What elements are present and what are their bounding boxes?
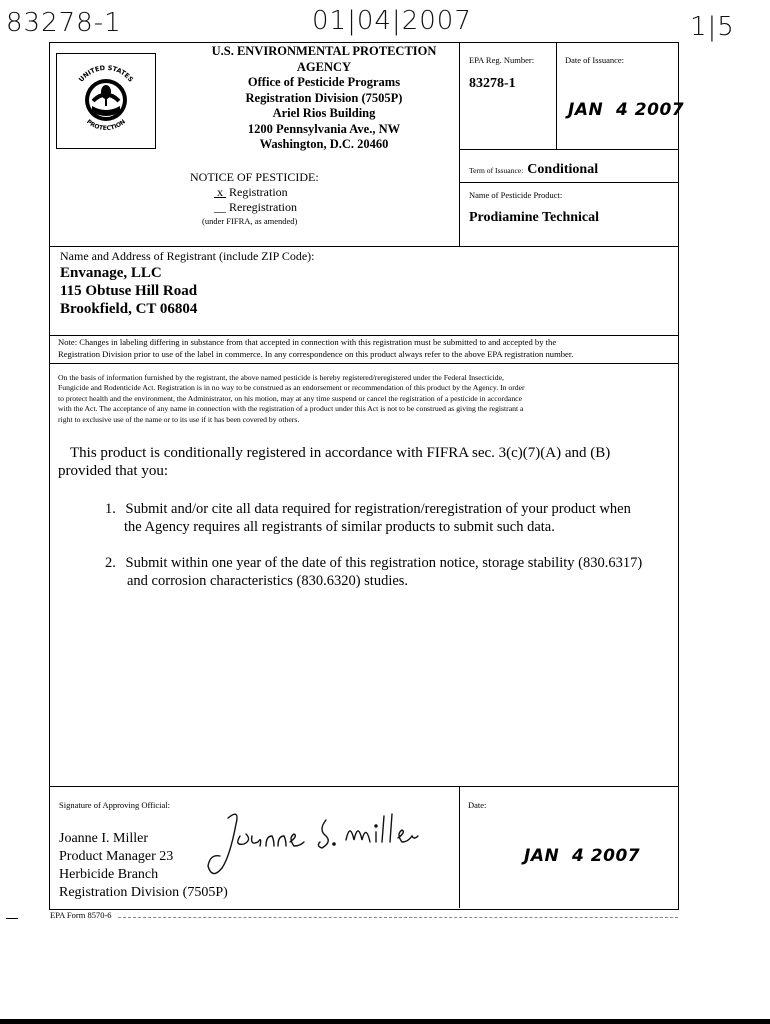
term-top-line — [459, 149, 678, 150]
item2-number: 2. — [105, 555, 116, 571]
signatory-name: Joanne I. Miller — [59, 831, 149, 846]
form-number: EPA Form 8570-6 — [50, 910, 112, 920]
handwritten-file-number: 83278-1 — [6, 8, 122, 38]
signature-date-label: Date: — [468, 800, 487, 810]
note-block — [58, 336, 670, 360]
agency-header — [190, 44, 458, 153]
item2-line2: and corrosion characteristics (830.6320) studies. — [127, 573, 409, 589]
street-line: 1200 Pennsylvania Ave., NW — [247, 121, 401, 136]
note-line1: Note: Changes in labeling differing in substance from that accepted in connection with this registration must be submitted to and accepted by the — [58, 337, 557, 347]
city-line: Washington, D.C. 20460 — [259, 137, 389, 151]
registrant-name: Envanage, LLC — [60, 265, 162, 281]
product-top-line — [459, 182, 678, 183]
condition-item-2 — [105, 554, 642, 590]
registrant-label: Name and Address of Registrant (include ZIP Code): — [60, 249, 315, 263]
signature-date-stamp: JAN 4 2007 — [524, 846, 641, 866]
intro-line1: This product is conditionally registered in accordance with FIFRA sec. 3(c)(7)(A) and (B) — [70, 445, 611, 461]
term-row — [469, 160, 598, 178]
handwritten-signature — [200, 806, 440, 886]
signature-top-line — [49, 786, 678, 787]
basis-line4: with the Act. The acceptance of any name in connection with the registration of a product under this Act is not to be construed as giving the registrant a — [58, 404, 524, 414]
seal-top-text: UNITED STATES — [77, 63, 135, 84]
notice-reregistration-row — [214, 200, 297, 215]
header-divider — [459, 42, 460, 246]
item1-number: 1. — [105, 501, 116, 517]
building-line: Ariel Rios Building — [272, 106, 376, 120]
handwritten-date: 01|04|2007 — [312, 6, 472, 36]
registration-mark: x — [217, 185, 223, 199]
signature-divider — [459, 786, 460, 908]
basis-line3: to protect health and the environment, the Administrator, on his motion, may at any time suspend or cancel the registration of a pesticide in accordance — [58, 393, 523, 403]
margin-mark — [6, 918, 18, 919]
product-label: Name of Pesticide Product: — [469, 190, 563, 200]
condition-item-1 — [105, 500, 631, 536]
basis-paragraph — [58, 373, 674, 425]
reg-date-divider — [556, 42, 557, 149]
intro-paragraph — [58, 444, 610, 480]
registration-text: Registration — [229, 185, 288, 199]
registrant-street: 115 Obtuse Hill Road — [60, 283, 198, 299]
basis-line1: On the basis of information furnished by the registrant, the above named pesticide is hereby registered/reregistered under the Federal Insecticide, — [58, 373, 504, 382]
reg-number-label: EPA Reg. Number: — [469, 55, 535, 65]
signatory-division: Registration Division (7505P) — [59, 885, 228, 900]
scan-edge-bar — [0, 1019, 770, 1024]
notice-title: NOTICE OF PESTICIDE: — [190, 170, 319, 184]
product-value: Prodiamine Technical — [469, 210, 600, 225]
handwritten-page-mark: 1|5 — [690, 12, 735, 42]
basis-line2: Fungicide and Rodenticide Act. Registration is in no way to be construed as an endorsement or recommendation of this product by the Agency. In order — [58, 383, 525, 393]
reg-number-value: 83278-1 — [469, 76, 516, 91]
item2-line1: Submit within one year of the date of this registration notice, storage stability (830.6317) — [125, 555, 643, 571]
note-bottom-line — [49, 363, 678, 364]
basis-line5: right to exclusive use of the name or to its use if it has been covered by others. — [58, 414, 300, 424]
item1-line1: Submit and/or cite all data required for registration/reregistration of your product when — [125, 501, 631, 517]
reregistration-text: Reregistration — [229, 200, 297, 214]
epa-seal-icon — [64, 58, 148, 142]
intro-line2: provided that you: — [58, 463, 168, 479]
office-line: Office of Pesticide Programs — [247, 75, 401, 89]
registrant-top-line — [49, 246, 678, 247]
agency-line1: U.S. ENVIRONMENTAL PROTECTION — [211, 44, 437, 58]
signatory-branch: Herbicide Branch — [59, 867, 159, 882]
agency-line2: AGENCY — [296, 59, 352, 74]
issuance-date-label: Date of Issuance: — [565, 55, 625, 65]
under-fifra: (under FIFRA, as amended) — [202, 216, 298, 226]
signature-label: Signature of Approving Official: — [59, 800, 171, 810]
item1-line2: the Agency requires all registrants of similar products to submit such data. — [124, 519, 555, 535]
seal-bottom-text: PROTECTION — [85, 118, 127, 133]
issuance-date-stamp: JAN 4 2007 — [568, 100, 685, 120]
reregistration-mark: __ — [214, 200, 226, 214]
division-line: Registration Division (7505P) — [245, 90, 403, 105]
term-value: Conditional — [527, 162, 599, 177]
registrant-block — [60, 264, 197, 318]
notice-registration-row — [214, 185, 288, 200]
signatory-title: Product Manager 23 — [59, 849, 174, 864]
note-line2: Registration Division prior to use of the label in commerce. In any correspondence on this product always refer to the above EPA registration number. — [58, 349, 574, 359]
registrant-city: Brookfield, CT 06804 — [60, 301, 198, 317]
footer-dotted-line — [118, 917, 678, 918]
term-label: Term of Issuance: — [469, 166, 524, 175]
